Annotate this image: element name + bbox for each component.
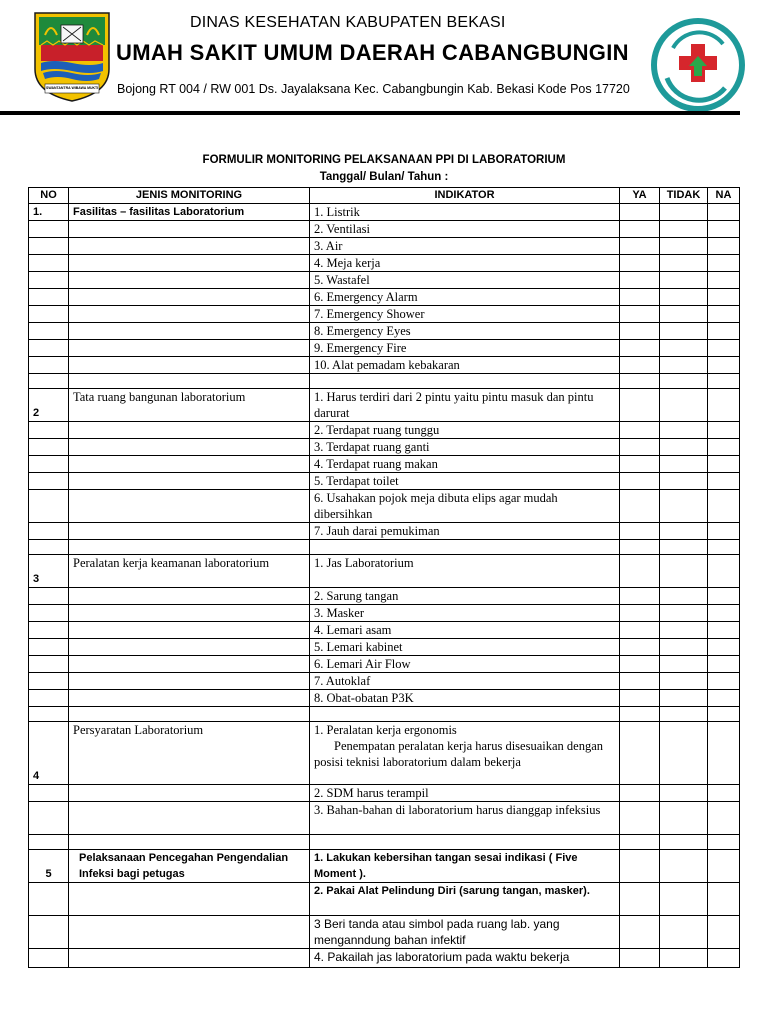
tidak-cell[interactable] — [660, 639, 708, 656]
table-row — [29, 916, 740, 949]
indicator: 3. Air — [310, 238, 620, 255]
row-number: 2 — [29, 389, 69, 422]
na-cell[interactable] — [708, 722, 740, 785]
tidak-cell[interactable] — [660, 272, 708, 289]
column-header: YA — [620, 188, 660, 204]
table-row — [29, 639, 740, 656]
na-cell[interactable] — [708, 523, 740, 540]
indicator: 3. Terdapat ruang ganti — [310, 439, 620, 456]
na-cell[interactable] — [708, 916, 740, 949]
hospital-name: UMAH SAKIT UMUM DAERAH CABANGBUNGIN — [116, 40, 629, 65]
table-row — [29, 785, 740, 802]
table-row — [29, 389, 740, 422]
monitoring-type: Tata ruang bangunan laboratorium — [69, 389, 310, 422]
table-row — [29, 588, 740, 605]
indicator: 5. Lemari kabinet — [310, 639, 620, 656]
table-row — [29, 238, 740, 255]
indicator: 1. Peralatan kerja ergonomis — [314, 723, 457, 737]
tidak-cell[interactable] — [660, 306, 708, 323]
table-row — [29, 473, 740, 490]
monitoring-table — [28, 187, 740, 968]
tidak-cell[interactable] — [660, 785, 708, 802]
row-number: 4 — [29, 722, 69, 785]
indicator: 3. Masker — [310, 605, 620, 622]
table-row — [29, 850, 740, 883]
ya-cell[interactable] — [620, 306, 660, 323]
tidak-cell[interactable] — [660, 289, 708, 306]
tidak-cell[interactable] — [660, 555, 708, 588]
na-cell[interactable] — [708, 639, 740, 656]
na-cell[interactable] — [708, 357, 740, 374]
tidak-cell[interactable] — [660, 622, 708, 639]
indicator: 7. Jauh darai pemukiman — [310, 523, 620, 540]
tidak-cell[interactable] — [660, 850, 708, 883]
indicator: 1. Harus terdiri dari 2 pintu yaitu pintu masuk dan pintu darurat — [310, 389, 620, 422]
indicator: 8. Emergency Eyes — [310, 323, 620, 340]
ya-cell[interactable] — [620, 605, 660, 622]
table-row — [29, 949, 740, 968]
na-cell[interactable] — [708, 323, 740, 340]
na-cell[interactable] — [708, 272, 740, 289]
indicator: 5. Wastafel — [310, 272, 620, 289]
na-cell[interactable] — [708, 340, 740, 357]
agency-name: DINAS KESEHATAN KABUPATEN BEKASI — [190, 14, 506, 31]
na-cell[interactable] — [708, 673, 740, 690]
indicator: 10. Alat pemadam kebakaran — [310, 357, 620, 374]
na-cell[interactable] — [708, 883, 740, 916]
monitoring-type: Persyaratan Laboratorium — [69, 722, 310, 785]
header-divider — [0, 111, 740, 115]
tidak-cell[interactable] — [660, 221, 708, 238]
tidak-cell[interactable] — [660, 204, 708, 221]
table-row — [29, 802, 740, 835]
ya-cell[interactable] — [620, 323, 660, 340]
ya-cell[interactable] — [620, 473, 660, 490]
row-number: 3 — [29, 555, 69, 588]
indicator-note: Penempatan peralatan kerja harus disesuaikan dengan posisi teknisi laboratorium dalam bekerja — [314, 739, 603, 769]
indicator: 4. Pakailah jas laboratorium pada waktu bekerja — [310, 949, 620, 968]
form-title: FORMULIR MONITORING PELAKSANAAN PPI DI LABORATORIUM — [202, 154, 566, 166]
spacer-row — [29, 374, 740, 389]
na-cell[interactable] — [708, 238, 740, 255]
tidak-cell[interactable] — [660, 439, 708, 456]
tidak-cell[interactable] — [660, 255, 708, 272]
ya-cell[interactable] — [620, 850, 660, 883]
indicator: 8. Obat-obatan P3K — [310, 690, 620, 707]
indicator: 2. Terdapat ruang tunggu — [310, 422, 620, 439]
indicator: 3 Beri tanda atau simbol pada ruang lab. yang menganndung bahan infektif — [310, 916, 620, 949]
tidak-cell[interactable] — [660, 490, 708, 523]
ya-cell[interactable] — [620, 238, 660, 255]
tidak-cell[interactable] — [660, 389, 708, 422]
hospital-logo-icon — [651, 18, 745, 112]
table-row — [29, 690, 740, 707]
table-row — [29, 272, 740, 289]
ya-cell[interactable] — [620, 272, 660, 289]
indicator: 5. Terdapat toilet — [310, 473, 620, 490]
ya-cell[interactable] — [620, 883, 660, 916]
ya-cell[interactable] — [620, 204, 660, 221]
monitoring-type: Fasilitas – fasilitas Laboratorium — [69, 204, 310, 221]
ya-cell[interactable] — [620, 785, 660, 802]
spacer-row — [29, 835, 740, 850]
spacer-row — [29, 540, 740, 555]
na-cell[interactable] — [708, 656, 740, 673]
indicator: 2. Sarung tangan — [310, 588, 620, 605]
tidak-cell[interactable] — [660, 916, 708, 949]
ya-cell[interactable] — [620, 949, 660, 968]
table-row — [29, 722, 740, 785]
table-row — [29, 255, 740, 272]
hospital-address: Bojong RT 004 / RW 001 Ds. Jayalaksana Kec. Cabangbungin Kab. Bekasi Kode Pos 17720 — [117, 82, 630, 96]
na-cell[interactable] — [708, 802, 740, 835]
table-row — [29, 357, 740, 374]
indicator: 1. Lakukan kebersihan tangan sesai indikasi ( Five Moment ). — [310, 850, 620, 883]
monitoring-type: Peralatan kerja keamanan laboratorium — [69, 555, 310, 588]
ya-cell[interactable] — [620, 916, 660, 949]
indicator: 6. Usahakan pojok meja dibuta elips agar mudah dibersihkan — [310, 490, 620, 523]
ya-cell[interactable] — [620, 456, 660, 473]
logo-motto: SWANTANTRA WIBAWA MUKTI — [46, 86, 98, 90]
indicator: 7. Emergency Shower — [310, 306, 620, 323]
indicator: 6. Lemari Air Flow — [310, 656, 620, 673]
indicator: 3. Bahan-bahan di laboratorium harus dianggap infeksius — [310, 802, 620, 835]
tidak-cell[interactable] — [660, 323, 708, 340]
table-row — [29, 422, 740, 439]
indicator: 2. SDM harus terampil — [310, 785, 620, 802]
ya-cell[interactable] — [620, 221, 660, 238]
ya-cell[interactable] — [620, 588, 660, 605]
table-row — [29, 622, 740, 639]
indicator-cell — [310, 722, 620, 785]
tidak-cell[interactable] — [660, 456, 708, 473]
ya-cell[interactable] — [620, 622, 660, 639]
table-row — [29, 204, 740, 221]
table-row — [29, 605, 740, 622]
indicator: 4. Lemari asam — [310, 622, 620, 639]
row-number: 1. — [29, 204, 69, 221]
table-row — [29, 673, 740, 690]
indicator: 6. Emergency Alarm — [310, 289, 620, 306]
indicator: 2. Pakai Alat Pelindung Diri (sarung tangan, masker). — [310, 883, 620, 916]
tidak-cell[interactable] — [660, 722, 708, 785]
ya-cell[interactable] — [620, 289, 660, 306]
table-row — [29, 883, 740, 916]
tidak-cell[interactable] — [660, 883, 708, 916]
tidak-cell[interactable] — [660, 802, 708, 835]
indicator: 2. Ventilasi — [310, 221, 620, 238]
table-row — [29, 656, 740, 673]
column-header: TIDAK — [660, 188, 708, 204]
table-row — [29, 490, 740, 523]
column-header: NO — [29, 188, 69, 204]
indicator: 1. Listrik — [310, 204, 620, 221]
table-row — [29, 523, 740, 540]
na-cell[interactable] — [708, 588, 740, 605]
tidak-cell[interactable] — [660, 949, 708, 968]
monitoring-type: Pelaksanaan Pencegahan Pengendalian Infeksi bagi petugas — [69, 850, 310, 883]
ya-cell[interactable] — [620, 523, 660, 540]
na-cell[interactable] — [708, 456, 740, 473]
indicator: 4. Meja kerja — [310, 255, 620, 272]
ya-cell[interactable] — [620, 802, 660, 835]
na-cell[interactable] — [708, 690, 740, 707]
ya-cell[interactable] — [620, 490, 660, 523]
tidak-cell[interactable] — [660, 340, 708, 357]
na-cell[interactable] — [708, 289, 740, 306]
column-header: NA — [708, 188, 740, 204]
ya-cell[interactable] — [620, 422, 660, 439]
na-cell[interactable] — [708, 255, 740, 272]
table-header-row — [29, 188, 740, 204]
tidak-cell[interactable] — [660, 588, 708, 605]
tidak-cell[interactable] — [660, 673, 708, 690]
ya-cell[interactable] — [620, 656, 660, 673]
na-cell[interactable] — [708, 473, 740, 490]
ya-cell[interactable] — [620, 555, 660, 588]
ya-cell[interactable] — [620, 690, 660, 707]
tidak-cell[interactable] — [660, 523, 708, 540]
na-cell[interactable] — [708, 622, 740, 639]
table-row — [29, 323, 740, 340]
na-cell[interactable] — [708, 439, 740, 456]
table-row — [29, 456, 740, 473]
form-date-label: Tanggal/ Bulan/ Tahun : — [319, 171, 449, 183]
letterhead — [0, 0, 768, 118]
tidak-cell[interactable] — [660, 422, 708, 439]
table-row — [29, 340, 740, 357]
table-row — [29, 221, 740, 238]
na-cell[interactable] — [708, 785, 740, 802]
table-row — [29, 439, 740, 456]
tidak-cell[interactable] — [660, 605, 708, 622]
na-cell[interactable] — [708, 422, 740, 439]
ya-cell[interactable] — [620, 439, 660, 456]
tidak-cell[interactable] — [660, 357, 708, 374]
tidak-cell[interactable] — [660, 690, 708, 707]
tidak-cell[interactable] — [660, 656, 708, 673]
tidak-cell[interactable] — [660, 473, 708, 490]
table-row — [29, 289, 740, 306]
indicator: 9. Emergency Fire — [310, 340, 620, 357]
ya-cell[interactable] — [620, 389, 660, 422]
table-row — [29, 306, 740, 323]
indicator: 7. Autoklaf — [310, 673, 620, 690]
na-cell[interactable] — [708, 204, 740, 221]
ya-cell[interactable] — [620, 722, 660, 785]
row-number: 5 — [29, 850, 69, 883]
na-cell[interactable] — [708, 555, 740, 588]
ya-cell[interactable] — [620, 673, 660, 690]
ya-cell[interactable] — [620, 340, 660, 357]
tidak-cell[interactable] — [660, 238, 708, 255]
na-cell[interactable] — [708, 306, 740, 323]
spacer-row — [29, 707, 740, 722]
indicator: 1. Jas Laboratorium — [310, 555, 620, 588]
na-cell[interactable] — [708, 490, 740, 523]
column-header: INDIKATOR — [310, 188, 620, 204]
ya-cell[interactable] — [620, 357, 660, 374]
column-header: JENIS MONITORING — [69, 188, 310, 204]
ya-cell[interactable] — [620, 639, 660, 656]
na-cell[interactable] — [708, 605, 740, 622]
indicator: 4. Terdapat ruang makan — [310, 456, 620, 473]
table-row — [29, 555, 740, 588]
na-cell[interactable] — [708, 850, 740, 883]
na-cell[interactable] — [708, 221, 740, 238]
na-cell[interactable] — [708, 389, 740, 422]
na-cell[interactable] — [708, 949, 740, 968]
ya-cell[interactable] — [620, 255, 660, 272]
